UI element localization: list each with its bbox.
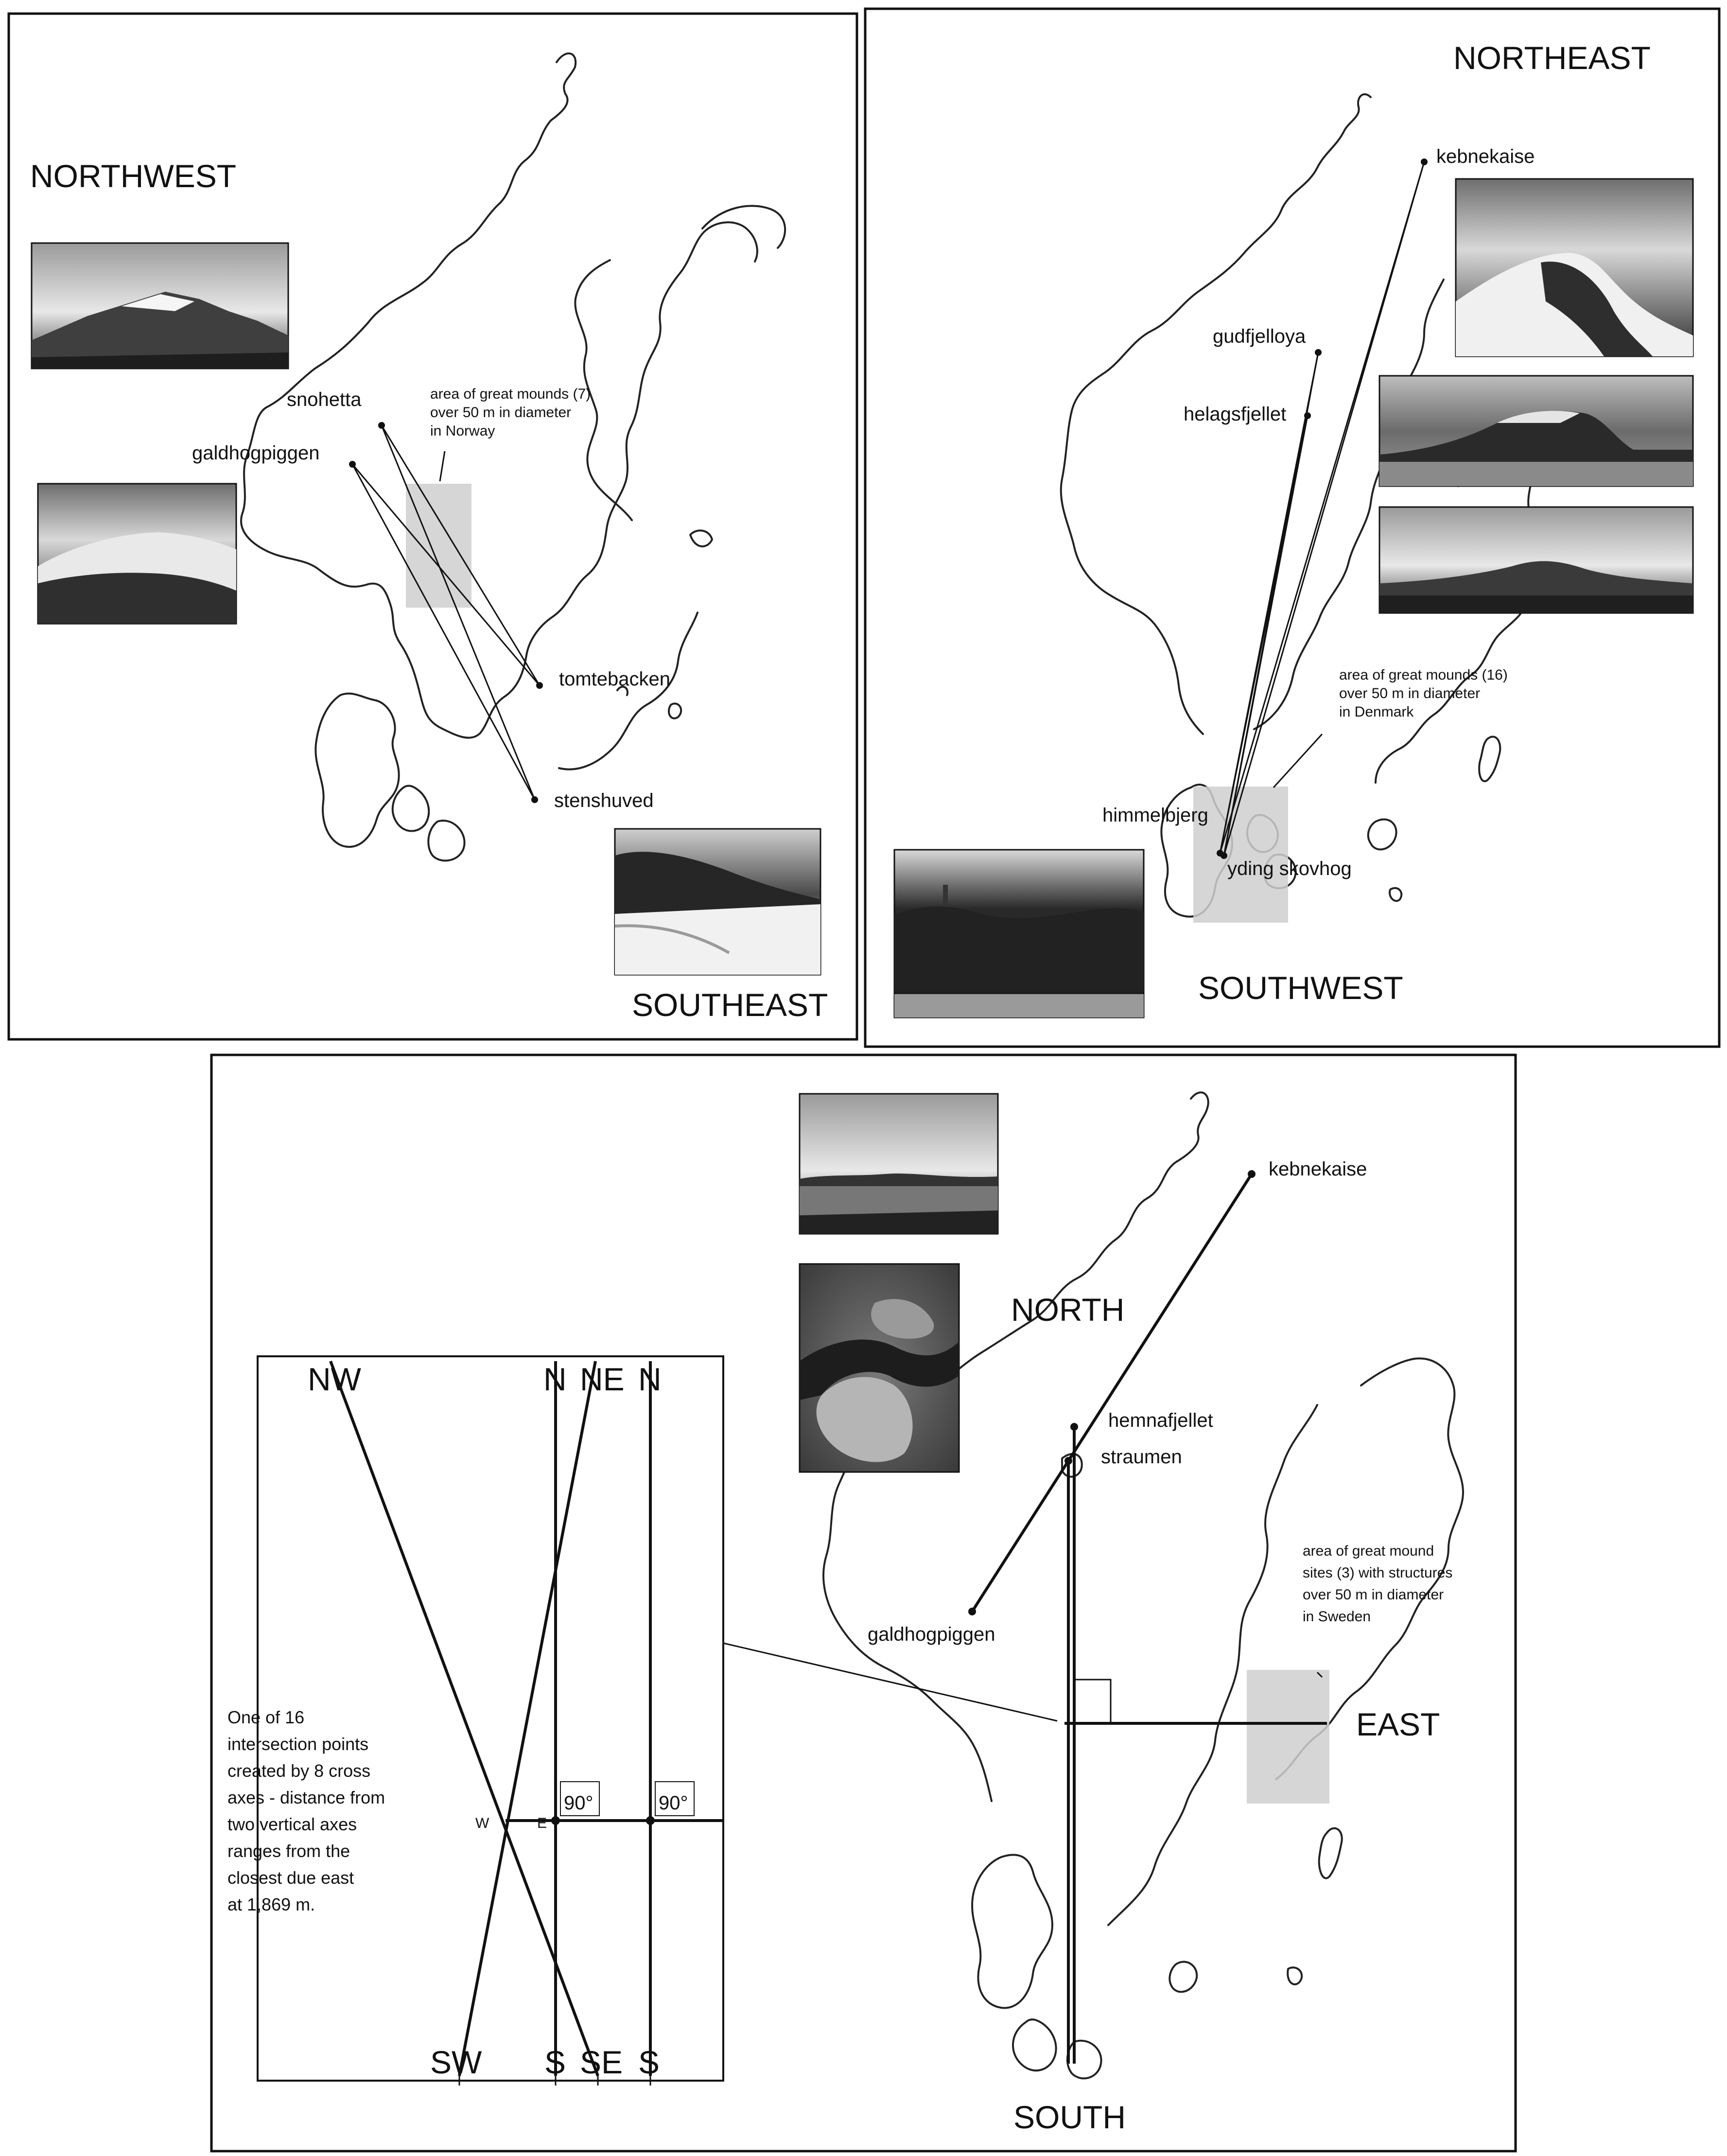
label-gudfjelloya: gudfjelloya [1213,326,1306,347]
fjord-mountain-photo [1379,376,1693,486]
inset-dot-east [551,1816,560,1825]
label-yding-skovhog: yding skovhog [1227,858,1352,879]
mound-note-line-4: in Sweden [1303,1609,1371,1625]
mound-area-norway [406,484,471,608]
mound-note-line-1: area of great mound [1303,1543,1434,1559]
inset-label-n-1: N [543,1361,567,1397]
intersection-inset-diagram [227,1356,723,2086]
site-dot-galdhogpiggen [968,1608,976,1615]
inset-caption-line-3: created by 8 cross [227,1761,371,1781]
mountain-photo [32,243,288,368]
label-straumen: straumen [1101,1446,1182,1468]
mound-note-line-3: in Norway [430,423,495,439]
site-dot-stenshuved [531,796,538,803]
beach-photo [615,829,820,975]
inset-label-nw: NW [308,1361,361,1397]
inset-caption-line-5: two vertical axes [227,1814,357,1834]
label-galdhogpiggen: galdhogpiggen [192,442,320,464]
label-stenshuved: stenshuved [554,790,654,811]
mound-note-line-1: area of great mounds (7) [430,386,591,402]
heading-south: SOUTH [1013,2099,1126,2135]
mound-note-line-2: sites (3) with structures [1303,1565,1453,1581]
site-dot-kebnekaise [1421,158,1428,165]
heading-southwest: SOUTHWEST [1198,970,1403,1006]
aerial-river-photo [800,1264,959,1472]
inset-label-n-2: N [638,1361,662,1397]
heading-southeast: SOUTHEAST [632,987,828,1023]
site-dot-tomtebacken [536,682,543,689]
label-hemnafjellet: hemnafjellet [1108,1410,1213,1431]
label-kebnekaise: kebnekaise [1269,1158,1367,1180]
label-snohetta: snohetta [287,389,362,410]
stormy-coast-photo [800,1094,998,1234]
site-dot-yding-skovhog [1221,852,1227,859]
heading-north: NORTH [1011,1292,1125,1328]
site-dot-snohetta [378,422,385,429]
forest-hill-photo [894,850,1144,1017]
site-dot-helagsfjellet [1304,412,1311,419]
snowy-peak-photo [1456,179,1693,356]
inset-caption-line-1: One of 16 [227,1707,305,1727]
mound-note-line-3: in Denmark [1339,704,1414,720]
inset-label-ne: NE [580,1361,625,1397]
inset-west-label: W [475,1815,489,1831]
inset-caption-line-6: ranges from the [227,1841,350,1861]
inset-caption-line-4: axes - distance from [227,1788,385,1807]
heading-northeast: NORTHEAST [1453,40,1651,76]
site-dot-hemnafjellet [1070,1423,1078,1431]
panel-northwest-southeast [9,14,857,1039]
inset-label-s-2: S [638,2044,660,2080]
inset-label-s-1: S [544,2044,566,2080]
label-tomtebacken: tomtebacken [559,668,671,690]
inset-east-label: E [537,1815,547,1831]
label-himmelbjerg: himmelbjerg [1102,805,1208,826]
mound-note-line-2: over 50 m in diameter [1339,685,1481,701]
cloudy-mountain-photo [1379,507,1693,613]
label-galdhogpiggen: galdhogpiggen [868,1624,995,1645]
label-helagsfjellet: helagsfjellet [1184,403,1287,425]
inset-label-se: SE [580,2044,623,2080]
inset-caption-line-8: at 1,869 m. [227,1894,315,1914]
mound-note-line-2: over 50 m in diameter [430,404,572,421]
inset-dot-east-2 [646,1816,655,1825]
panel-north-south-east [211,1055,1516,2151]
site-dot-straumen [1064,1457,1072,1465]
heading-northwest: NORTHWEST [30,158,237,194]
inset-angle-label-2: 90° [659,1792,688,1814]
mound-note-line-3: over 50 m in diameter [1303,1587,1444,1603]
site-dot-kebnekaise [1248,1170,1256,1178]
mound-area-sweden [1247,1670,1329,1804]
label-kebnekaise: kebnekaise [1436,146,1535,167]
mound-note-line-1: area of great mounds (16) [1339,667,1508,683]
inset-angle-label-1: 90° [564,1792,593,1814]
inset-caption-line-2: intersection points [227,1734,369,1754]
panel-northeast-southwest [865,9,1719,1047]
heading-east: EAST [1356,1706,1440,1742]
inset-label-sw: SW [430,2044,482,2080]
inset-caption-line-7: closest due east [227,1868,354,1888]
snow-mountain-photo [38,484,236,624]
inset-frame [258,1356,723,2081]
site-dot-galdhogpiggen [349,461,356,468]
site-dot-gudfjelloya [1315,349,1322,356]
